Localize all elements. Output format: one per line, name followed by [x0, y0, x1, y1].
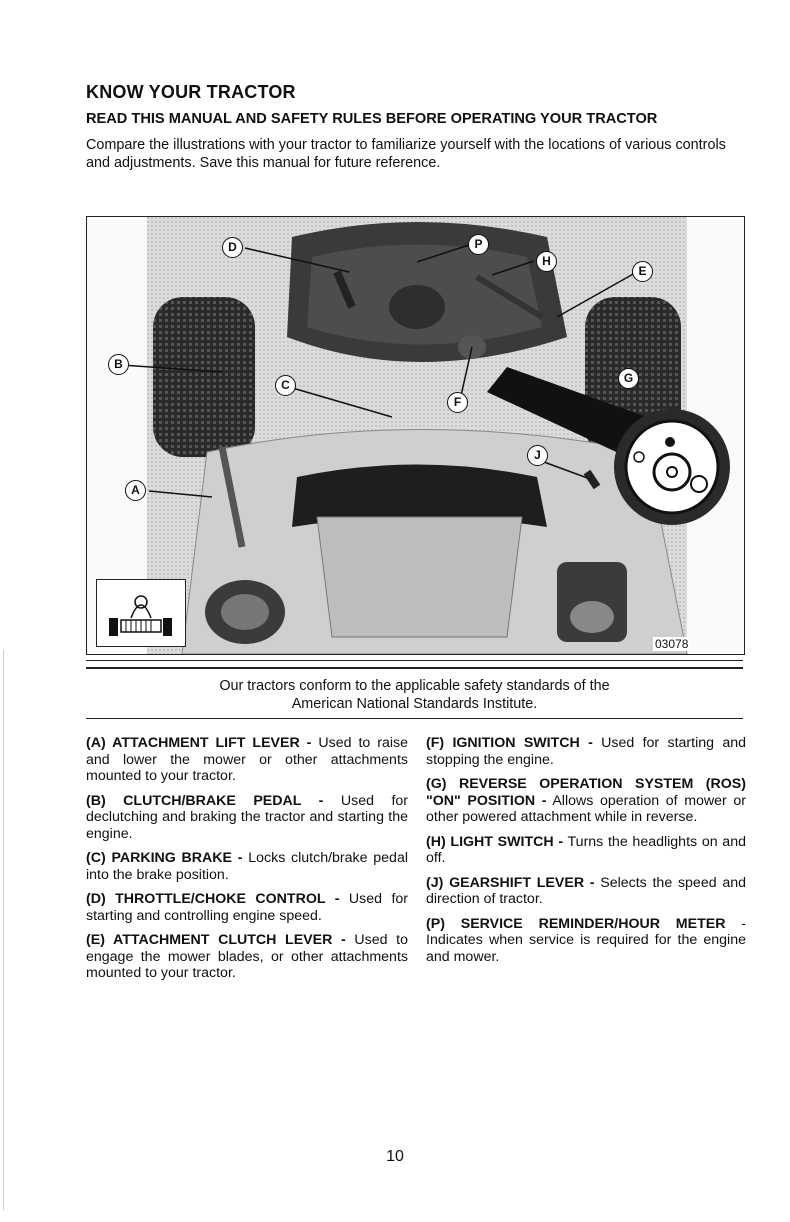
callout-j: J	[527, 445, 548, 466]
page-title: KNOW YOUR TRACTOR	[86, 82, 296, 102]
item-p: (P) SERVICE REMINDER/HOUR METER - Indicates when service is required for the engine and mower.	[426, 915, 746, 965]
callout-c: C	[275, 375, 296, 396]
callout-e: E	[632, 261, 653, 282]
item-f: (F) IGNITION SWITCH - Used for starting and stopping the engine.	[426, 735, 746, 768]
item-h: (H) LIGHT SWITCH - Turns the headlights on and off.	[426, 833, 746, 866]
item-e: (E) ATTACHMENT CLUTCH LEVER - Used to engage the mower blades, or other attachments mounted to your tractor.	[86, 932, 408, 981]
item-c: (C) PARKING BRAKE - Locks clutch/brake pedal into the brake position.	[86, 850, 408, 883]
callout-g: G	[618, 368, 639, 389]
tractor-diagram	[86, 216, 745, 655]
item-j: (J) GEARSHIFT LEVER - Selects the speed and direction of tractor.	[426, 874, 746, 907]
caption-line-1: Our tractors conform to the applicable safety standards of the	[219, 678, 610, 694]
divider-top-thick	[86, 667, 743, 669]
safety-subtitle: READ THIS MANUAL AND SAFETY RULES BEFORE OPERATING YOUR TRACTOR	[86, 111, 658, 127]
callout-d: D	[222, 237, 243, 258]
divider-top	[86, 660, 743, 661]
callout-p: P	[468, 234, 489, 255]
lever-icon	[96, 579, 186, 647]
item-g: (G) REVERSE OPERATION SYSTEM (ROS) "ON" POSITION - Allows operation of mower or other powered attachment while in reverse.	[426, 776, 746, 825]
controls-list-right	[426, 735, 746, 973]
item-a: (A) ATTACHMENT LIFT LEVER - Used to raise and lower the mower or other attachments mounted to your tractor.	[86, 735, 409, 784]
figure-number: 03078	[655, 637, 689, 651]
callout-a: A	[125, 480, 146, 501]
divider-bottom	[86, 718, 743, 719]
callout-h: H	[536, 251, 557, 272]
page-number: 10	[386, 1148, 404, 1165]
item-b: (B) CLUTCH/BRAKE PEDAL - Used for declutching and braking the tractor and starting the engine.	[86, 792, 408, 842]
callout-b: B	[108, 354, 129, 375]
callout-f: F	[447, 392, 468, 413]
controls-list-left	[86, 735, 408, 990]
standards-caption	[86, 677, 743, 713]
caption-line-2: American National Standards Institute.	[291, 696, 538, 712]
page-edge	[3, 650, 4, 1210]
item-d: (D) THROTTLE/CHOKE CONTROL - Used for starting and controlling engine speed.	[86, 891, 409, 924]
intro-paragraph: Compare the illustrations with your tractor to familiarize yourself with the locations of various controls and adjustments. Save this manual for future reference.	[86, 137, 726, 171]
